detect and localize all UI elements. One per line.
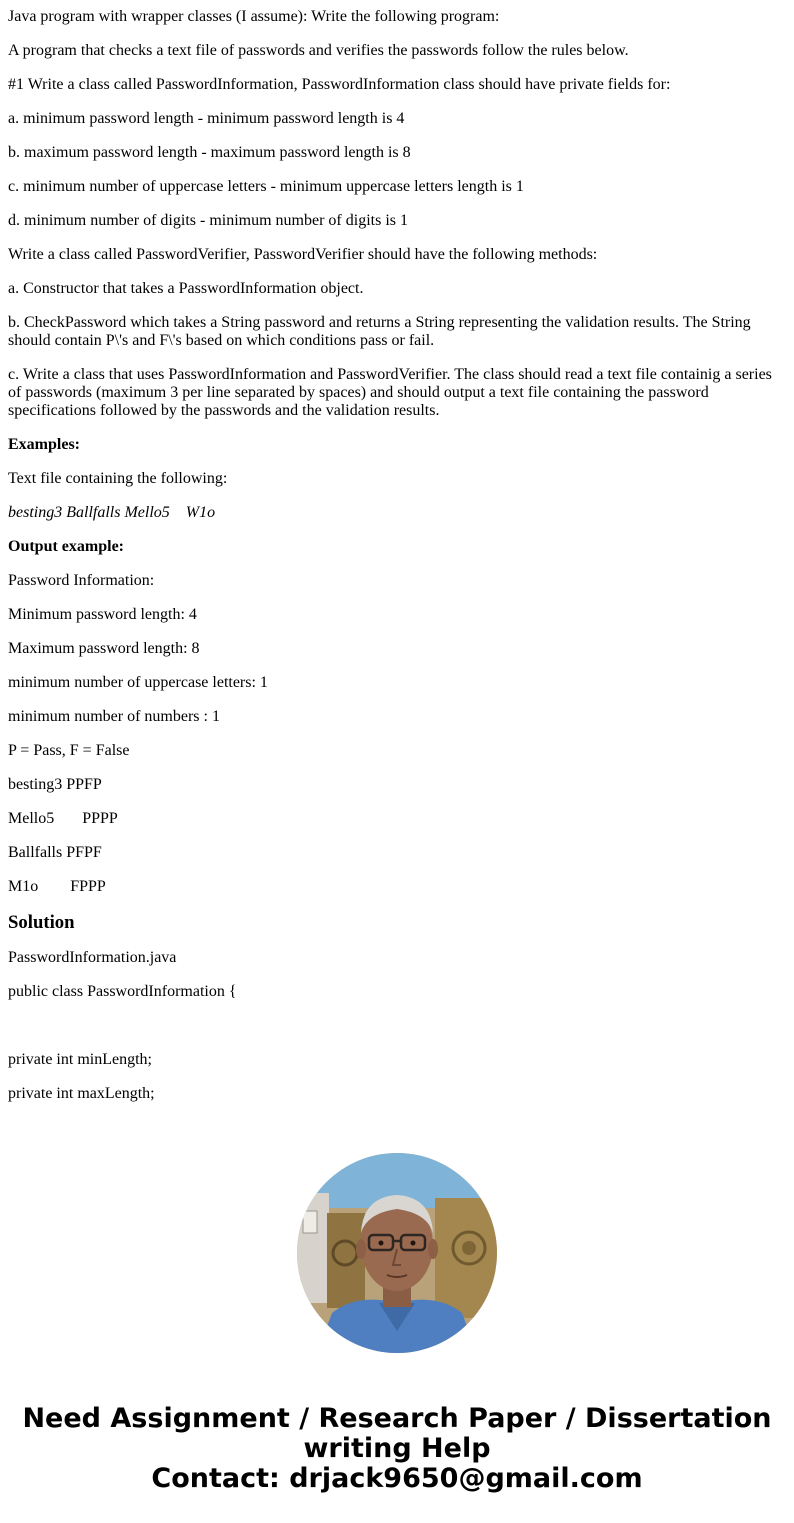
author-avatar [297,1153,497,1353]
solution-line: PasswordInformation.java [8,949,177,966]
output-heading: Output example: [8,538,124,555]
output-line: minimum number of uppercase letters: 1 [8,674,268,691]
question-paragraph: a. minimum password length - minimum password length is 4 [8,110,405,127]
output-line: Password Information: [8,572,155,589]
question-paragraph: c. minimum number of uppercase letters - minimum uppercase letters length is 1 [8,178,524,195]
question-paragraph: A program that checks a text file of passwords and verifies the passwords follow the rules below. [8,42,629,59]
solution-blank-line [8,1017,786,1035]
solution-line: public class PasswordInformation { [8,983,237,1000]
question-paragraph: #1 Write a class called PasswordInformation, PasswordInformation class should have private fields for: [8,76,671,93]
output-line: Minimum password length: 4 [8,606,197,623]
output-line: M1o FPPP [8,878,106,895]
output-line: Mello5 PPPP [8,810,118,827]
question-paragraph: b. CheckPassword which takes a String password and returns a String representing the validation results. The String should contain P\'s and F\'s based on which conditions pass or fail. [8,314,755,349]
promo-line: Need Assignment / Research Paper / Dissertation [22,1403,772,1434]
output-line: P = Pass, F = False [8,742,130,759]
output-line: besting3 PPFP [8,776,102,793]
question-paragraph: b. maximum password length - maximum password length is 8 [8,144,411,161]
question-paragraph: d. minimum number of digits - minimum number of digits is 1 [8,212,408,229]
promo-line: writing Help [303,1433,491,1464]
output-line: minimum number of numbers : 1 [8,708,220,725]
question-paragraph: a. Constructor that takes a PasswordInformation object. [8,280,364,297]
text-file-label: Text file containing the following: [8,470,228,487]
author-photo [297,1153,497,1353]
promo-banner [0,1404,794,1494]
output-line: Ballfalls PFPF [8,844,102,861]
examples-heading: Examples: [8,436,80,453]
question-paragraph: Java program with wrapper classes (I assume): Write the following program: [8,8,500,25]
output-line: Maximum password length: 8 [8,640,200,657]
promo-contact: Contact: drjack9650@gmail.com [151,1463,643,1494]
solution-line: private int minLength; [8,1051,152,1068]
solution-line: private int maxLength; [8,1085,155,1102]
question-paragraph: c. Write a class that uses PasswordInformation and PasswordVerifier. The class should read a text file containig a series of passwords (maximum 3 per line separated by spaces) and should output a text file containing the password specifications followed by the passwords and the validation results. [8,366,776,419]
text-file-sample: besting3 Ballfalls Mello5 W1o [8,504,216,521]
question-paragraph: Write a class called PasswordVerifier, PasswordVerifier should have the following methods: [8,246,598,263]
solution-heading: Solution [8,912,75,933]
